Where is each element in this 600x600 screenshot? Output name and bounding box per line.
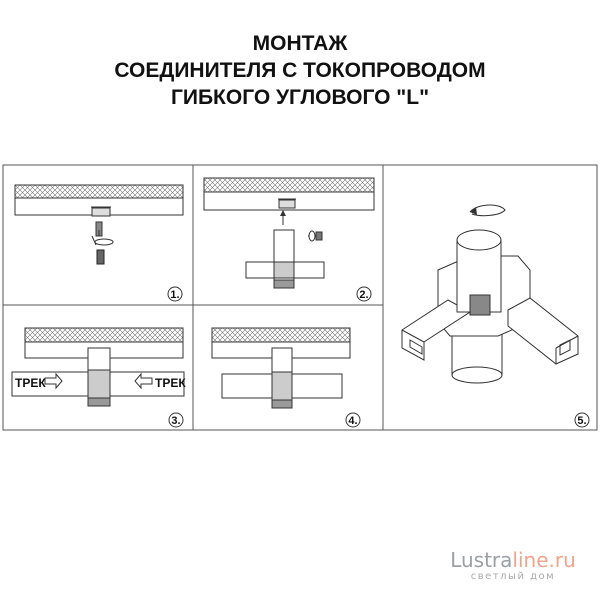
watermark-brand-part-1: Lustra (450, 548, 513, 572)
title-line-1: МОНТАЖ (252, 32, 348, 55)
step-3-badge (169, 413, 183, 427)
step-5-number: 5. (577, 415, 587, 427)
ceiling-mount-1 (92, 208, 110, 216)
panel-step-5 (402, 205, 578, 383)
dowel-1 (97, 250, 104, 264)
ceiling-mount-2 (279, 200, 295, 208)
watermark (438, 550, 588, 582)
watermark-brand (438, 550, 588, 570)
panel-step-4 (212, 328, 350, 408)
step-4-number: 4. (348, 415, 358, 427)
track-arm-right (508, 298, 578, 364)
track-label-left: ТРЕК (15, 376, 46, 390)
title-line-2: СОЕДИНИТЕЛЯ С ТОКОПРОВОДОМ (114, 59, 486, 82)
watermark-brand-part-2: line.ru (512, 548, 576, 572)
panel-step-1 (15, 185, 183, 264)
connector-body-2 (274, 230, 294, 288)
step-4-badge (346, 413, 360, 427)
title-line-3: ГИБКОГО УГЛОВОГО "L" (170, 86, 430, 109)
step-5-badge (575, 413, 589, 427)
panel-step-2 (204, 178, 374, 288)
step-2-number: 2. (359, 289, 369, 301)
step-2-badge (357, 287, 371, 301)
track-label-right: ТРЕК (155, 376, 186, 390)
step-3-number: 3. (171, 415, 181, 427)
watermark-tagline: светлый дом (470, 571, 556, 582)
panel-step-3 (12, 328, 184, 406)
step-1-badge (168, 287, 182, 301)
step-1-number: 1. (170, 289, 180, 301)
